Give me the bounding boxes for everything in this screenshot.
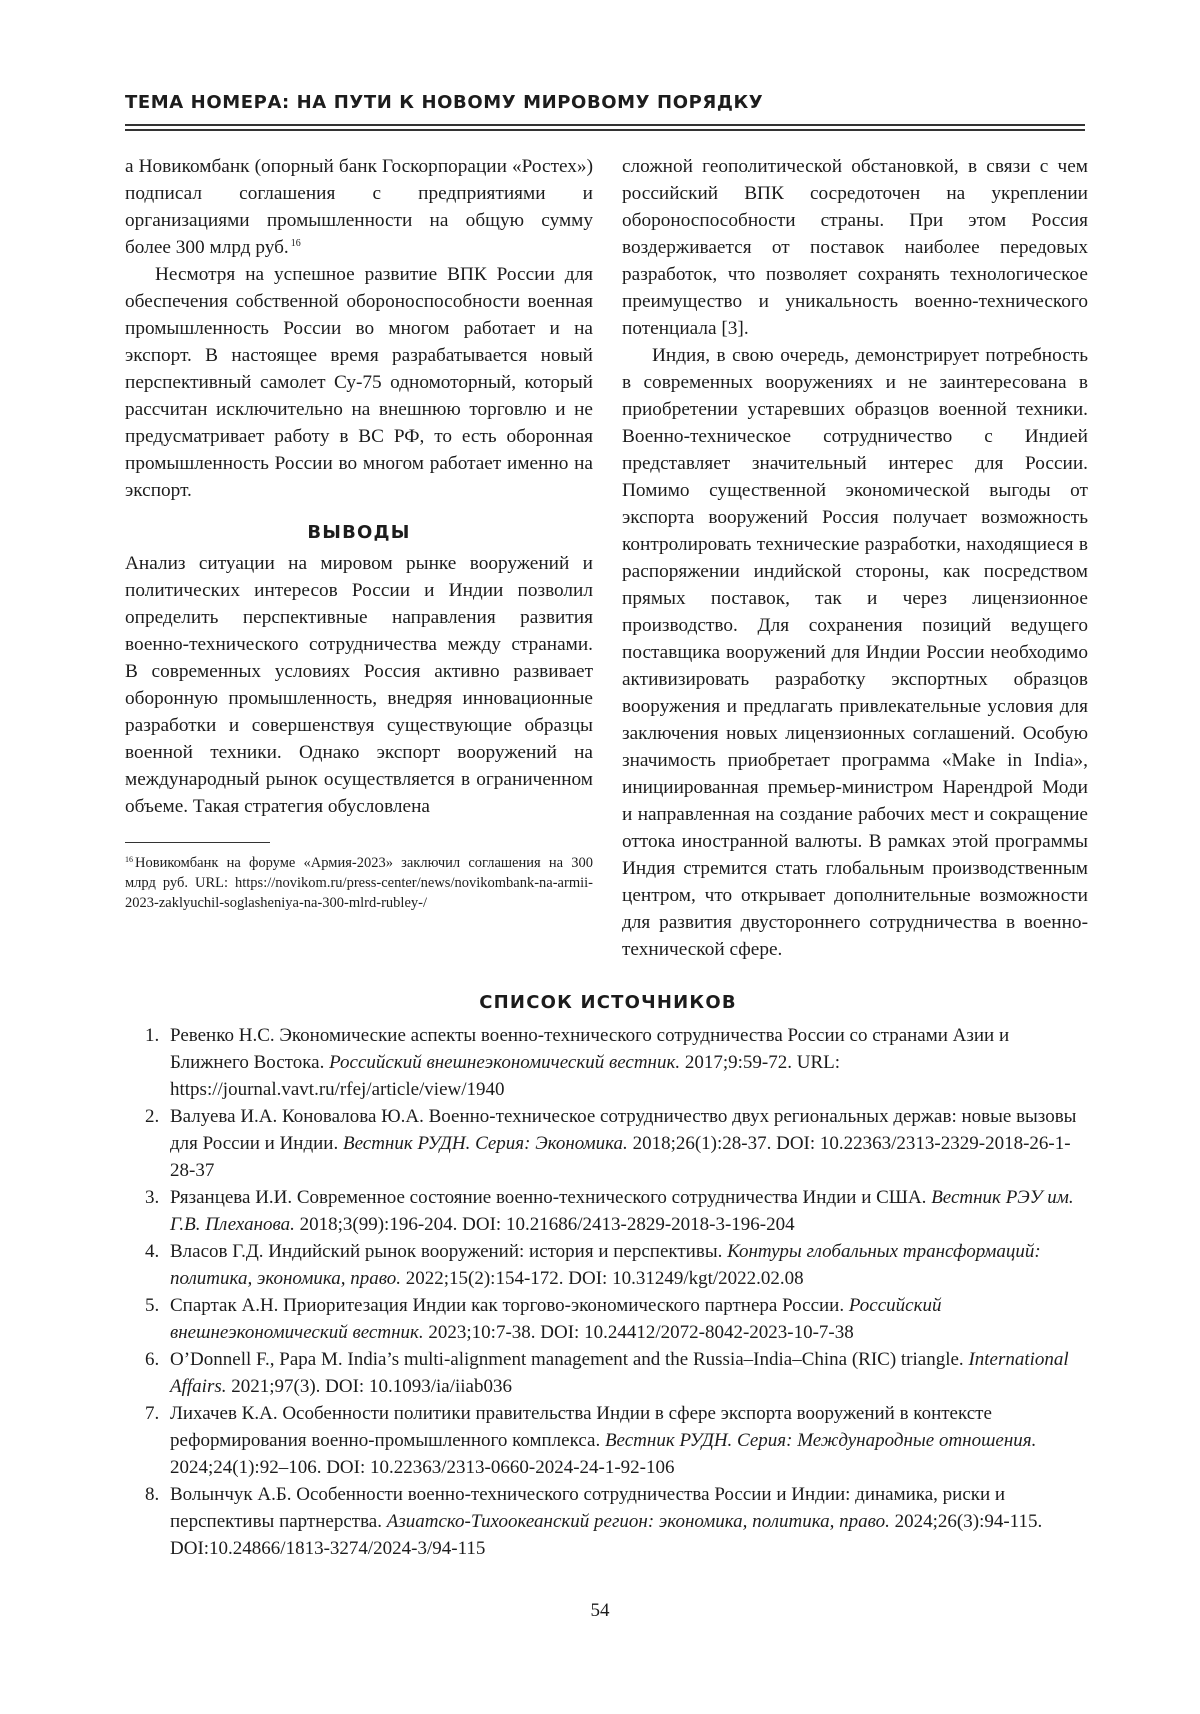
reference-details: 2018;3(99):196-204. DOI: 10.21686/2413-2829-2018-3-196-204 bbox=[294, 1214, 795, 1235]
reference-journal: International Affairs. bbox=[170, 1349, 1069, 1397]
left-paragraph-3: Анализ ситуации на мировом рынке вооружений и политических интересов России и Индии позволил определить перспективные направления развития военно-технического сотрудничества между странами. В современных условиях Россия активно развивает оборонную промышленность, внедряя инновационные разработки и совершенствуя существующие образцы военной техники. Однако экспорт вооружений на международный рынок осуществляется в ограниченном объеме. Такая стратегия обусловлена bbox=[125, 553, 593, 817]
reference-journal: Вестник РУДН. Серия: Международные отношения. bbox=[604, 1430, 1037, 1451]
reference-number: 4. bbox=[145, 1241, 160, 1262]
reference-number: 3. bbox=[145, 1187, 160, 1208]
reference-authors-title: Рязанцева И.И. Современное состояние военно-технического сотрудничества Индии и США. bbox=[170, 1187, 932, 1208]
reference-authors-title: Ревенко Н.С. Экономические аспекты военно-технического сотрудничества России со странами Азии и Ближнего Востока. bbox=[170, 1025, 1010, 1073]
reference-number: 5. bbox=[145, 1295, 160, 1316]
footnote-marker: 16 bbox=[290, 238, 301, 249]
footnote-text: Новикомбанк на форуме «Армия-2023» заключил соглашения на 300 млрд руб. URL: https://novikom.ru/press-center/news/novikombank-na-armii-2023-zaklyuchil-soglasheniya-na-300-mlrd-rubley-/ bbox=[125, 855, 593, 911]
right-paragraph-1: сложной геополитической обстановкой, в связи с чем российский ВПК сосредоточен на укреплении обороноспособности страны. При этом Россия воздерживается от поставок наиболее передовых разработок, что позволяет сохранять технологическое преимущество и уникальность военно-технического потенциала [3]. bbox=[622, 156, 1088, 339]
references-list bbox=[145, 1022, 1090, 1562]
running-header: ТЕМА НОМЕРА: НА ПУТИ К НОВОМУ МИРОВОМУ ПОРЯДКУ bbox=[125, 92, 764, 113]
reference-journal: Вестник РЭУ им. Г.В. Плеханова. bbox=[170, 1187, 1074, 1235]
reference-journal: Российский внешнеэкономический вестник. bbox=[170, 1295, 942, 1343]
reference-item-6 bbox=[145, 1346, 1090, 1400]
header-rule-top bbox=[125, 124, 1085, 126]
reference-item-7 bbox=[145, 1400, 1090, 1481]
reference-details: 2024;26(3):94-115. DOI:10.24866/1813-3274/2024-3/94-115 bbox=[170, 1511, 1043, 1559]
reference-authors-title: Лихачев К.А. Особенности политики правительства Индии в сфере экспорта вооружений в контексте реформирования военно-промышленного комплекса. bbox=[170, 1403, 992, 1451]
page-number: 54 bbox=[590, 1600, 610, 1621]
footnote-separator bbox=[125, 842, 270, 843]
left-paragraph-1-text: а Новикомбанк (опорный банк Госкорпорации «Ростех») подписал соглашения с предприятиями и организациями промышленности на общую сумму более 300 млрд руб. bbox=[125, 156, 593, 258]
reference-item-1 bbox=[145, 1022, 1090, 1103]
reference-authors-title: Спартак А.Н. Приоритезация Индии как торгово-экономического партнера России. bbox=[170, 1295, 849, 1316]
reference-number: 7. bbox=[145, 1403, 160, 1424]
reference-authors-title: O’Donnell F., Papa M. India’s multi-alignment management and the Russia–India–China (RIC) triangle. bbox=[170, 1349, 969, 1370]
reference-item-2 bbox=[145, 1103, 1090, 1184]
footnote-number: 16 bbox=[125, 855, 133, 864]
right-paragraph-2: Индия, в свою очередь, демонстрирует потребность в современных вооружениях и не заинтересована в приобретении устаревших образцов военной техники. Военно-техническое сотрудничество с Индией представляет значительный интерес для России. Помимо существенной экономической выгоды от экспорта вооружений Россия получает возможность контролировать технические разработки, находящиеся в распоряжении индийской стороны, как посредством прямых поставок, так и через лицензионное производство. Для сохранения позиций ведущего поставщика вооружений для Индии России необходимо активизировать разработку экспортных образцов вооружения и предлагать привлекательные условия для заключения новых лицензионных соглашений. Особую значимость приобретает программа «Make in India», инициированная премьер-министром Нарендрой Моди и направленная на создание рабочих мест и сокращение оттока иностранной валюты. В рамках этой программы Индия стремится стать глобальным производственным центром, что открывает дополнительные возможности для развития двустороннего сотрудничества в военно-технической сфере. bbox=[622, 345, 1088, 960]
reference-authors-title: Валуева И.А. Коновалова Ю.А. Военно-техническое сотрудничество двух региональных держав: новые вызовы для России и Индии. bbox=[170, 1106, 1077, 1154]
reference-number: 8. bbox=[145, 1484, 160, 1505]
left-paragraph-1 bbox=[125, 153, 593, 261]
reference-authors-title: Волынчук А.Б. Особенности военно-технического сотрудничества России и Индии: динамика, риски и перспективы партнерства. bbox=[170, 1484, 1006, 1532]
reference-journal: Российский внешнеэкономический вестник. bbox=[329, 1052, 681, 1073]
reference-item-8 bbox=[145, 1481, 1090, 1562]
reference-details: 2023;10:7-38. DOI: 10.24412/2072-8042-2023-10-7-38 bbox=[423, 1322, 854, 1343]
right-column bbox=[622, 153, 1088, 963]
reference-item-5 bbox=[145, 1292, 1090, 1346]
left-column bbox=[125, 153, 593, 820]
reference-details: 2024;24(1):92–106. DOI: 10.22363/2313-0660-2024-24-1-92-106 bbox=[170, 1457, 675, 1478]
reference-number: 1. bbox=[145, 1025, 160, 1046]
reference-authors-title: Власов Г.Д. Индийский рынок вооружений: история и перспективы. bbox=[170, 1241, 728, 1262]
reference-number: 2. bbox=[145, 1106, 160, 1127]
left-paragraph-2: Несмотря на успешное развитие ВПК России для обеспечения собственной обороноспособности военная промышленность России во многом работает и на экспорт. В настоящее время разрабатывается новый перспективный самолет Су-75 одномоторный, который рассчитан исключительно на внешнюю торговлю и не предусматривает работу в ВС РФ, то есть оборонная промышленность России во многом работает именно на экспорт. bbox=[125, 264, 593, 501]
footnote bbox=[125, 853, 593, 913]
header-rule-bottom bbox=[125, 129, 1085, 131]
reference-journal: Контуры глобальных трансформаций: политика, экономика, право. bbox=[170, 1241, 1041, 1289]
reference-details: 2017;9:59-72. URL: https://journal.vavt.ru/rfej/article/view/1940 bbox=[170, 1052, 841, 1100]
reference-details: 2018;26(1):28-37. DOI: 10.22363/2313-2329-2018-26-1-28-37 bbox=[170, 1133, 1071, 1181]
reference-journal: Вестник РУДН. Серия: Экономика. bbox=[342, 1133, 628, 1154]
conclusions-heading: ВЫВОДЫ bbox=[307, 522, 411, 543]
reference-journal: Азиатско-Тихоокеанский регион: экономика, политика, право. bbox=[386, 1511, 890, 1532]
reference-details: 2022;15(2):154-172. DOI: 10.31249/kgt/2022.02.08 bbox=[400, 1268, 804, 1289]
reference-item-4 bbox=[145, 1238, 1090, 1292]
references-heading: СПИСОК ИСТОЧНИКОВ bbox=[479, 992, 737, 1013]
reference-item-3 bbox=[145, 1184, 1090, 1238]
reference-details: 2021;97(3). DOI: 10.1093/ia/iiab036 bbox=[226, 1376, 512, 1397]
reference-number: 6. bbox=[145, 1349, 160, 1370]
